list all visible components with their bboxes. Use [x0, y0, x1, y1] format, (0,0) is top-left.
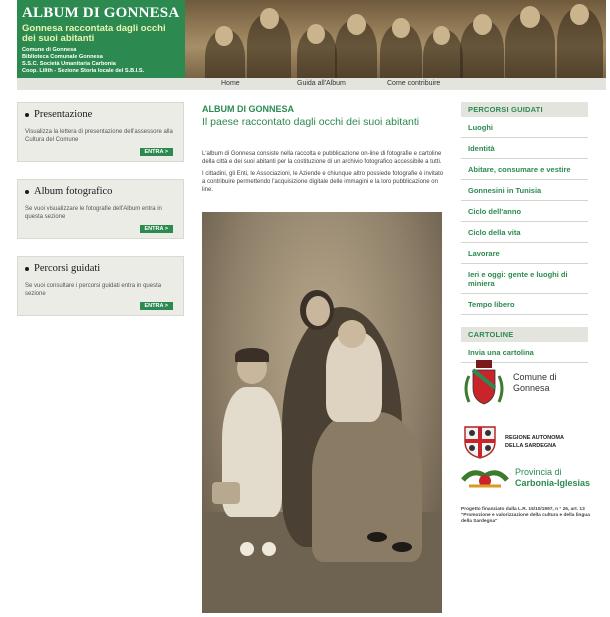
percorso-link[interactable]: Ciclo della vita [461, 222, 588, 243]
regione-line: DELLA SARDEGNA [505, 443, 557, 449]
nav-home[interactable]: Home [221, 80, 240, 87]
percorso-link[interactable]: Abitare, consumare e vestire [461, 159, 588, 180]
box-title: Percorsi guidati [34, 263, 101, 274]
bullet-icon [25, 190, 29, 194]
box-presentazione [17, 102, 184, 162]
brand-block [17, 0, 185, 78]
provincia-emblem-icon [461, 466, 509, 490]
partner-list [22, 47, 180, 75]
enter-percorsi-button[interactable]: ENTRA > [140, 302, 173, 310]
header-group-photo [185, 0, 606, 78]
partner-line: Comune di Gonnesa [22, 47, 77, 53]
box-description: Visualizza la lettera di presentazione dell'assessore alla Cultura del Comune [25, 129, 173, 143]
cartoline-heading: CARTOLINE [461, 327, 588, 342]
logo-comune[interactable] [461, 358, 557, 408]
regione-line: REGIONE AUTONOMA [505, 435, 564, 441]
box-title: Presentazione [34, 109, 93, 120]
comune-line: Comune di [513, 372, 557, 382]
box-description: Se vuoi visualizzare le fotografie dell'Album entra in questa sezione [25, 206, 162, 220]
percorso-link[interactable]: Ieri e oggi: gente e luoghi di miniera [461, 264, 588, 294]
bullet-icon [25, 267, 29, 271]
enter-presentazione-button[interactable]: ENTRA > [140, 148, 173, 156]
main-content [202, 104, 445, 194]
site-header [17, 0, 606, 78]
percorso-link[interactable]: Ciclo dell'anno [461, 201, 588, 222]
nav-guida[interactable]: Guida all'Album [297, 80, 346, 87]
enter-album-button[interactable]: ENTRA > [140, 225, 173, 233]
site-title[interactable]: ALBUM DI GONNESA [22, 5, 180, 21]
partner-line: Biblioteca Comunale Gonnesa [22, 54, 103, 60]
percorso-link[interactable]: Tempo libero [461, 294, 588, 315]
bullet-icon [25, 113, 29, 117]
percorso-link[interactable]: Luoghi [461, 117, 588, 138]
partner-line: Coop. Lilith - Sezione Storia locale del S.B.I.S. [22, 68, 145, 74]
percorso-link[interactable]: Identità [461, 138, 588, 159]
funding-note: Progetto finanziato dalla L.R. 15/10/1997, n ° 26, art. 13 "Promozione e valorizzazione della cultura e della lingua della Sardegna" [461, 507, 590, 524]
comune-line: Gonnesa [513, 383, 550, 393]
content-subtitle: Il paese raccontato dagli occhi dei suoi abitanti [202, 116, 420, 128]
main-nav [17, 78, 606, 90]
provincia-line: Provincia di [515, 467, 562, 477]
content-title: ALBUM DI GONNESA [202, 104, 294, 114]
box-album-fotografico [17, 179, 184, 239]
comune-crest-icon [461, 358, 507, 408]
intro-paragraph: L'album di Gonnesa consiste nella raccolta e pubblicazione on-line di fotografie e cartoline della città e dei suoi abitanti per la costituzione di un archivio fotografico accessibile a tutti. [202, 151, 442, 165]
box-percorsi-guidati [17, 256, 184, 316]
nav-contribuire[interactable]: Come contribuire [387, 80, 441, 87]
invite-paragraph: I cittadini, gli Enti, le Associazioni, le Aziende e chiunque altro possiede fotografie è invitato a contribuire permettendo l'acquisizione digitale delle immagini e la loro pubblicazione on line. [202, 171, 444, 193]
box-title: Album fotografico [34, 186, 113, 197]
percorso-link[interactable]: Gonnesini in Tunisia [461, 180, 588, 201]
logo-regione[interactable] [461, 424, 564, 460]
box-description: Se vuoi consultare i percorsi guidati entra in questa sezione [25, 283, 162, 297]
cartolina-link[interactable]: Invia una cartolina [461, 342, 588, 363]
logo-provincia[interactable] [461, 466, 590, 490]
partner-line: S.S.C. Società Umanitaria Carbonia [22, 61, 116, 67]
percorso-link[interactable]: Lavorare [461, 243, 588, 264]
featured-photo [202, 212, 442, 613]
sardinia-crest-icon [461, 424, 499, 460]
percorsi-heading: PERCORSI GUIDATI [461, 102, 588, 117]
provincia-line: Carbonia-Iglesias [515, 478, 591, 488]
right-sidebar [461, 102, 588, 363]
site-subtitle: Gonnesa raccontata dagli occhi dei suoi abitanti [22, 23, 166, 44]
